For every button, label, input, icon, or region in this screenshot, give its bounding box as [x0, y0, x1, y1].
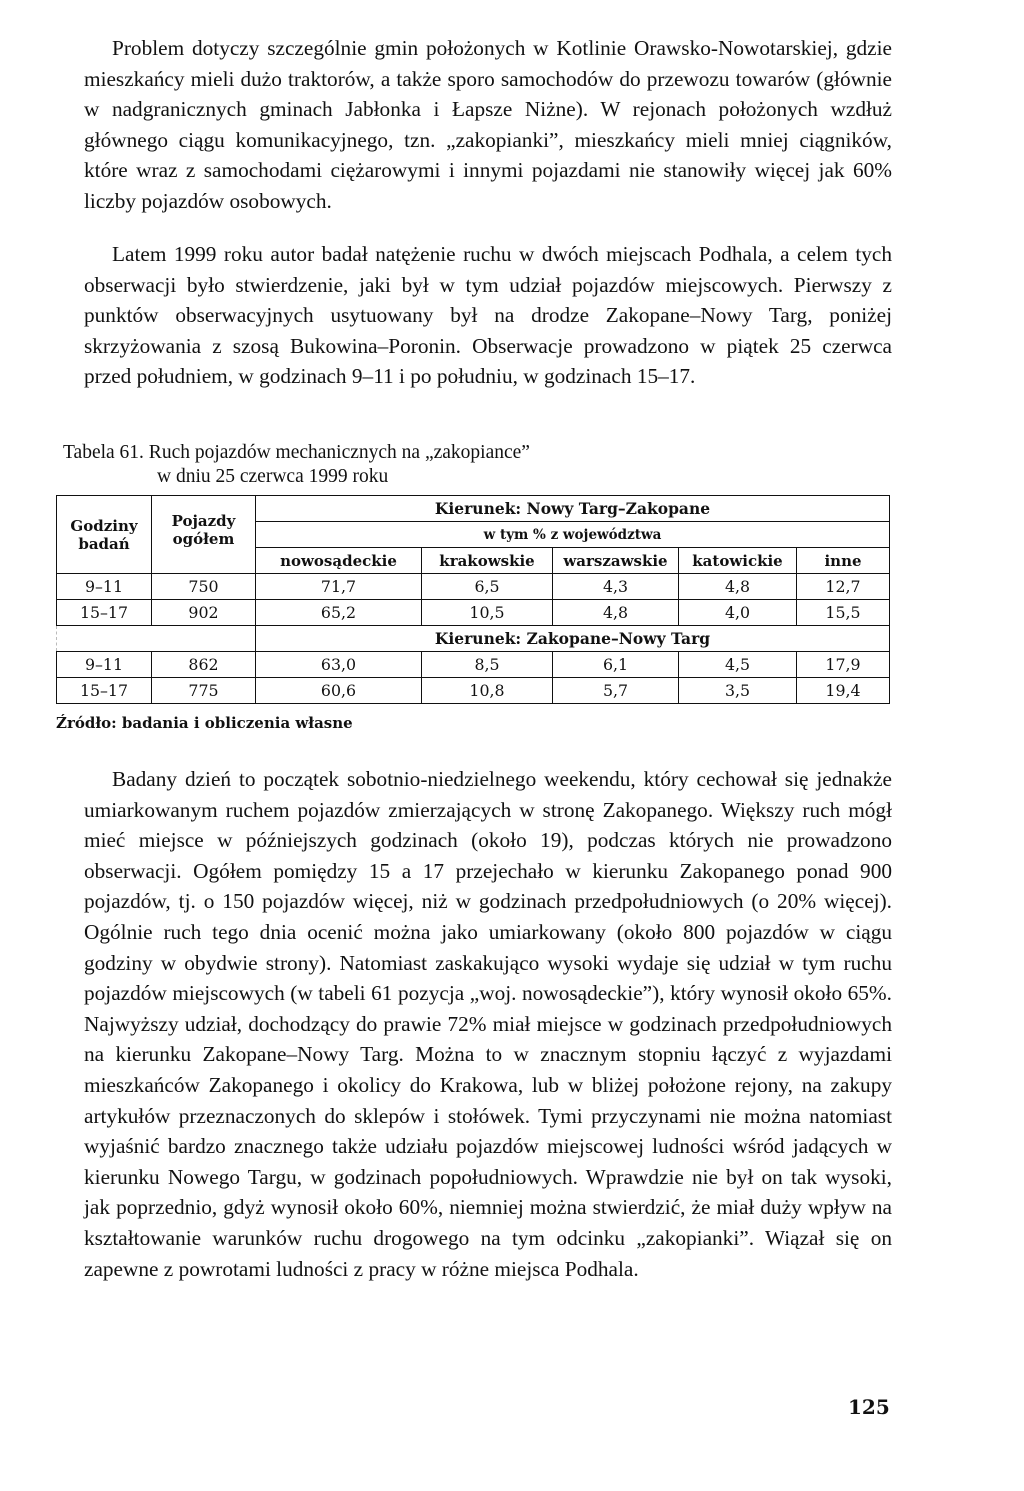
cell-value: 12,7: [797, 574, 890, 600]
subheader-share: w tym % z województwa: [256, 522, 890, 548]
cell-value: 6,5: [422, 574, 553, 600]
cell-total: 775: [152, 678, 256, 704]
cell-value: 19,4: [797, 678, 890, 704]
cell-value: 4,5: [679, 652, 797, 678]
header-hours: Godziny badań: [57, 496, 152, 574]
header-region: nowosądeckie: [256, 548, 422, 574]
cell-value: 10,5: [422, 600, 553, 626]
cell-hours: 9–11: [57, 652, 152, 678]
header-region: krakowskie: [422, 548, 553, 574]
cell-total: 862: [152, 652, 256, 678]
table-caption: Tabela 61. Ruch pojazdów mechanicznych na „zakopiance”: [63, 442, 530, 463]
paragraph-1: Problem dotyczy szczególnie gmin położonych w Kotlinie Orawsko-Nowotarskiej, gdzie mieszkańcy mieli dużo traktorów, a także sporo samochodów do przewozu towarów (głównie w nadgranicznych gminach Jabłonka i Łapsze Niżne). W rejonach położonych wzdłuż głównego ciągu komunikacyjnego, tzn. „zakopianki”, mieszkańcy mieli mniej ciągników, które wraz z samochodami ciężarowymi i innymi pojazdami nie stanowiły więcej jak 60% liczby pojazdów osobowych.: [84, 36, 892, 213]
section-2-blank: [57, 626, 256, 652]
cell-value: 71,7: [256, 574, 422, 600]
cell-value: 5,7: [553, 678, 679, 704]
cell-value: 63,0: [256, 652, 422, 678]
section-1-title: Kierunek: Nowy Targ–Zakopane: [256, 496, 890, 522]
cell-value: 3,5: [679, 678, 797, 704]
section-2-title: Kierunek: Zakopane–Nowy Targ: [256, 626, 890, 652]
table-row: [57, 574, 890, 600]
paragraph-2: Latem 1999 roku autor badał natężenie ruchu w dwóch miejscach Podhala, a celem tych obserwacji było stwierdzenie, jaki był w tym udział pojazdów miejscowych. Pierwszy z punktów obserwacyjnych usytuowany był na drodze Zakopane–Nowy Targ, poniżej skrzyżowania z szosą Bukowina–Poronin. Obserwacje prowadzono w piątek 25 czerwca przed południem, w godzinach 9–11 i po południu, w godzinach 15–17.: [84, 242, 892, 389]
cell-value: 15,5: [797, 600, 890, 626]
cell-value: 10,8: [422, 678, 553, 704]
header-total: Pojazdy ogółem: [152, 496, 256, 548]
cell-value: 17,9: [797, 652, 890, 678]
cell-value: 4,3: [553, 574, 679, 600]
table-row: [57, 652, 890, 678]
cell-hours: 9–11: [57, 574, 152, 600]
cell-value: 4,8: [553, 600, 679, 626]
cell-value: 6,1: [553, 652, 679, 678]
cell-value: 8,5: [422, 652, 553, 678]
cell-value: 65,2: [256, 600, 422, 626]
cell-hours: 15–17: [57, 678, 152, 704]
traffic-table: [56, 495, 890, 704]
table-caption-line-2: w dniu 25 czerwca 1999 roku: [157, 466, 389, 487]
page-number: 125: [848, 1395, 890, 1419]
cell-total: 750: [152, 574, 256, 600]
cell-value: 4,8: [679, 574, 797, 600]
header-total-spacer: [152, 548, 256, 574]
cell-value: 60,6: [256, 678, 422, 704]
paragraph-3: Badany dzień to początek sobotnio-niedzielnego weekendu, który cechował się jednakże umiarkowanym ruchem pojazdów zmierzających w stronę Zakopanego. Większy ruch mógł mieć miejsce w późniejszych godzinach (około 19), podczas których nie prowadzono obserwacji. Ogółem pomiędzy 15 a 17 przejechało w kierunku Zakopanego ponad 900 pojazdów, tj. o 150 pojazdów więcej, niż w godzinach przedpołudniowych (o 20% więcej). Ogólnie ruch tego dnia ocenić można jako umiarkowany (około 800 pojazdów w ciągu godziny w obydwie strony). Natomiast zaskakująco wysoki wydaje się udział w tym ruchu pojazdów miejscowych (w tabeli 61 pozycja „woj. nowosądeckie”), który wynosił około 65%. Najwyższy udział, dochodzący do prawie 72% miał miejsce w godzinach przedpołudniowych na kierunku Zakopane–Nowy Targ. Można to w znacznym stopniu łączyć z wyjazdami mieszkańców Zakopanego i okolicy do Krakowa, lub w bliżej położone rejony, na zakupy artykułów przeznaczonych do sklepów i stołówek. Tymi przyczynami nie można natomiast wyjaśnić bardzo znacznego także udziału pojazdów miejscowej ludności wśród jadących w kierunku Nowego Targu, w godzinach popołudniowych. Wprawdzie nie był on tak wysoki, jak poprzednio, gdyż wynosił około 60%, niemniej można stwierdzić, że miał duży wpływ na kształtowanie warunków ruchu drogowego na tym odcinku „zakopianki”. Wiązał się on zapewne z powrotami ludności z pracy w różne miejsca Podhala.: [84, 767, 892, 1281]
table-source: Źródło: badania i obliczenia własne: [56, 714, 353, 732]
header-region: warszawskie: [553, 548, 679, 574]
header-region: katowickie: [679, 548, 797, 574]
cell-hours: 15–17: [57, 600, 152, 626]
table-row: [57, 600, 890, 626]
header-region: inne: [797, 548, 890, 574]
cell-value: 4,0: [679, 600, 797, 626]
table-row: [57, 678, 890, 704]
cell-total: 902: [152, 600, 256, 626]
